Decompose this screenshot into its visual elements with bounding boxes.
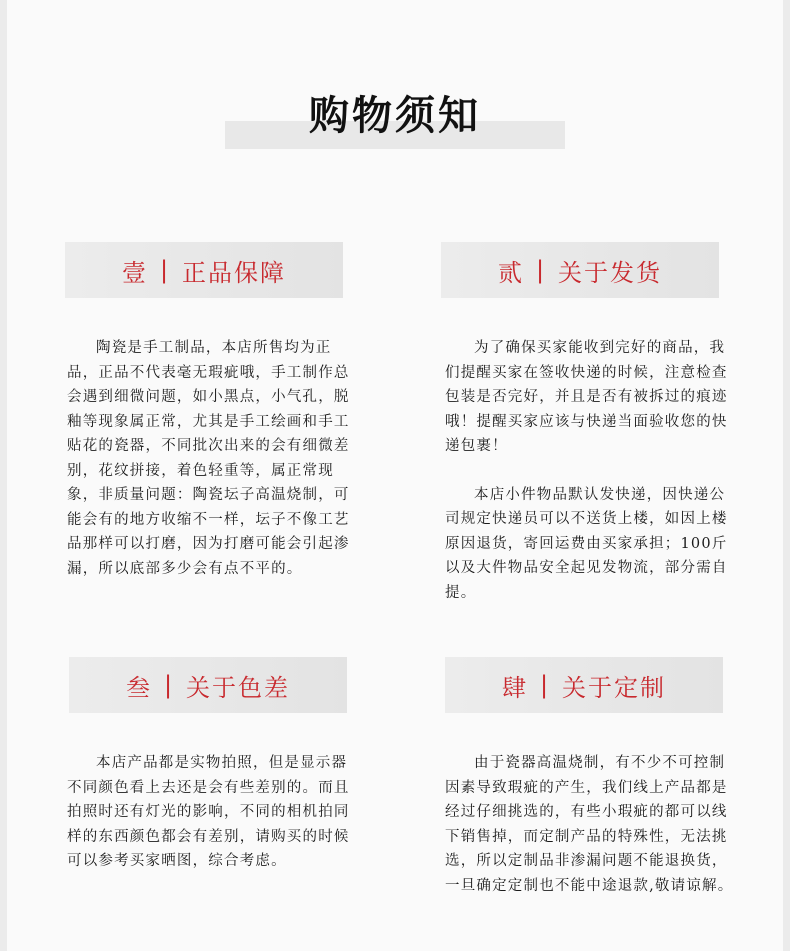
- section-body-color-difference: [67, 751, 357, 874]
- section-title: 关于色差: [186, 673, 291, 702]
- section-heading-genuine: [65, 242, 343, 298]
- section-title: 正品保障: [182, 258, 287, 287]
- section-paragraph: 为了确保买家能收到完好的商品，我们提醒买家在签收快递的时候，注意检查包装是否完好，并且是否有被拆过的痕迹哦！提醒买家应该与快递当面验收您的快递包裹！: [445, 340, 728, 454]
- section-body-custom: [445, 751, 735, 898]
- section-separator: |: [539, 671, 551, 699]
- section-number: 贰: [497, 258, 524, 287]
- section-title: 关于发货: [558, 258, 663, 287]
- section-number: 叁: [125, 673, 152, 702]
- page-title: 购物须知: [309, 92, 481, 139]
- section-paragraph: 本店小件物品默认发快递，因快递公司规定快递员可以不送货上楼，如因上楼原因退货，寄回运费由买家承担；100斤以及大件物品安全起见发物流，部分需自提。: [445, 486, 728, 601]
- section-separator: |: [535, 256, 547, 284]
- section-paragraph: 陶瓷是手工制品，本店所售均为正品，正品不代表毫无瑕疵哦，手工制作总会遇到细微问题，如小黑点，小气孔，脱釉等现象属正常，尤其是手工绘画和手工贴花的瓷器，不同批次出来的会有细微差别，花纹拼接，着色轻重等，属正常现象，非质量问题：陶瓷坛子高温烧制，可能会有的地方收缩不一样，坛子不像工艺品那样可以打磨，因为打磨可能会引起渗漏，所以底部多少会有点不平的。: [67, 340, 350, 577]
- section-heading-custom: [445, 657, 723, 713]
- section-heading-color-difference: [69, 657, 347, 713]
- section-heading-shipping: [441, 242, 719, 298]
- section-separator: |: [159, 256, 171, 284]
- section-number: 肆: [501, 673, 528, 702]
- shopping-notice-page: [7, 0, 783, 951]
- section-paragraph: 本店产品都是实物拍照，但是显示器不同颜色看上去还是会有些差别的。而且拍照时还有灯光的影响，不同的相机拍同样的东西颜色都会有差别，请购买的时候可以参考买家晒图，综合考虑。: [67, 755, 350, 869]
- section-title: 关于定制: [562, 673, 667, 702]
- section-separator: |: [163, 671, 175, 699]
- section-number: 壹: [121, 258, 148, 287]
- section-body-genuine: [67, 336, 357, 581]
- section-body-shipping: [445, 336, 735, 605]
- section-paragraph: 由于瓷器高温烧制，有不少不可控制因素导致瑕疵的产生，我们线上产品都是经过仔细挑选的，有些小瑕疵的都可以线下销售掉，而定制产品的特殊性，无法挑选，所以定制品非渗漏问题不能退换货，一旦确定定制也不能中途退款,敬请谅解。: [445, 755, 734, 894]
